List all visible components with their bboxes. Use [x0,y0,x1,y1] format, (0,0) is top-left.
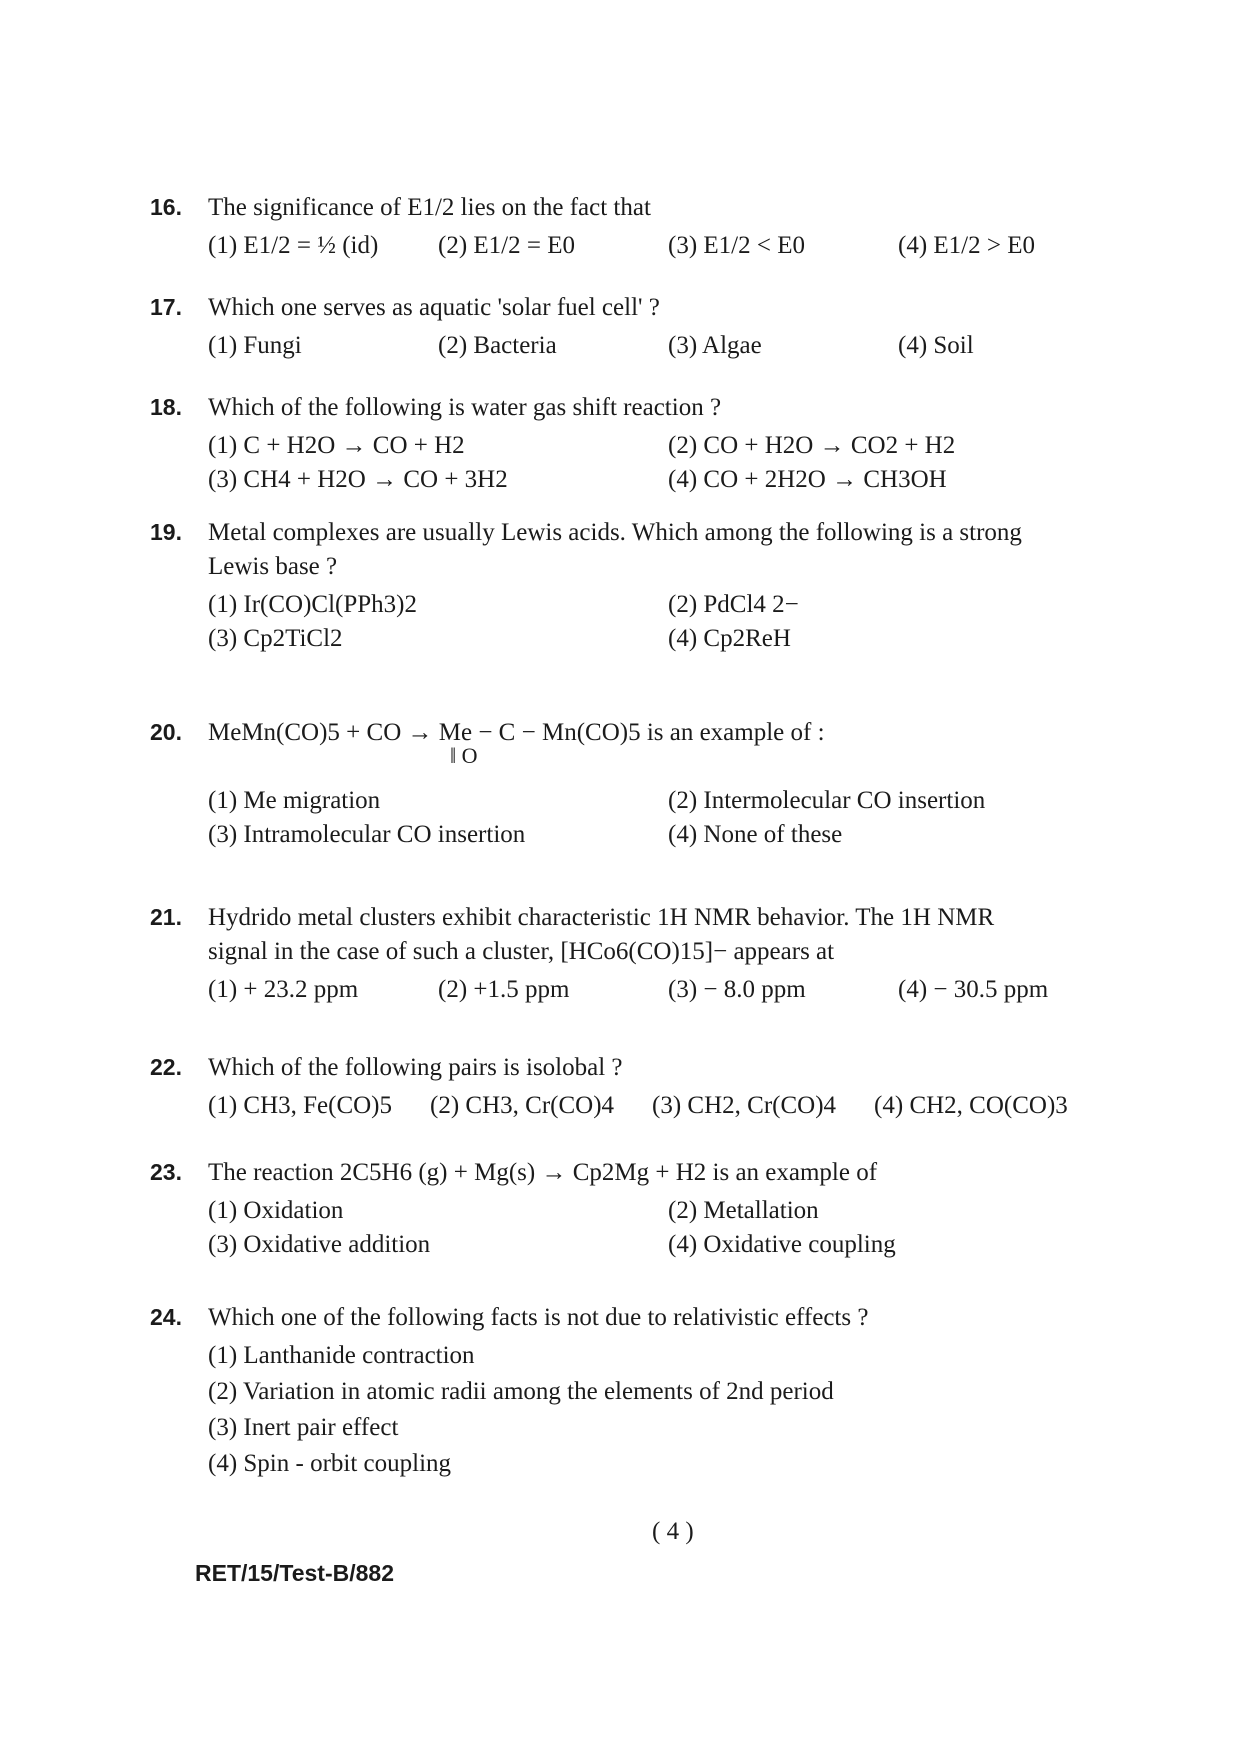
question-number: 23. [150,1159,182,1185]
question-number: 16. [150,194,182,220]
option-4: (4) − 30.5 ppm [898,976,1049,1003]
question-text: The reaction 2C5H6 (g) + Mg(s) → Cp2Mg + H2 is an example of [208,1159,878,1186]
option-4: (4) Soil [898,332,974,359]
page-number: ( 4 ) [652,1518,694,1545]
option-4: (4) Oxidative coupling [668,1231,896,1258]
option-1: (1) Me migration [208,787,381,814]
question-number: 19. [150,519,182,545]
option-2: (2) Bacteria [438,332,557,359]
option-4: (4) CO + 2H2O → CH3OH [668,466,947,493]
question-text: Which of the following is water gas shift reaction ? [208,394,722,421]
option-3: (3) Algae [668,332,762,359]
option-1: (1) Ir(CO)Cl(PPh3)2 [208,591,418,618]
option-4: (4) Cp2ReH [668,625,791,652]
option-2: (2) +1.5 ppm [438,976,570,1003]
option-2: (2) CO + H2O → CO2 + H2 [668,432,956,459]
question-number: 17. [150,294,182,320]
question-20 [150,715,1140,852]
question-text: Metal complexes are usually Lewis acids. Which among the following is a strong [208,519,1022,546]
option-2: (2) Metallation [668,1197,819,1224]
option-1: (1) C + H2O → CO + H2 [208,432,465,459]
question-17 [150,290,1140,363]
option-3: (3) CH4 + H2O → CO + 3H2 [208,466,508,493]
option-4: (4) E1/2 > E0 [898,232,1035,259]
question-text: Which one serves as aquatic 'solar fuel cell' ? [208,294,660,321]
question-23 [150,1155,1140,1262]
question-text: MeMn(CO)5 + CO → Me − C − Mn(CO)5 is an example of : [208,719,825,746]
option-4: (4) CH2, CO(CO)3 [874,1092,1068,1119]
question-text-continued: Lewis base ? [208,553,338,580]
option-1: (1) E1/2 = ½ (id) [208,232,379,259]
option-2: (2) Variation in atomic radii among the elements of 2nd period [208,1378,834,1405]
question-18 [150,390,1140,497]
option-3: (3) E1/2 < E0 [668,232,805,259]
option-3: (3) Inert pair effect [208,1414,399,1441]
question-number: 21. [150,904,182,930]
question-number: 22. [150,1054,182,1080]
question-text: Hydrido metal clusters exhibit characteristic 1H NMR behavior. The 1H NMR [208,904,995,931]
test-code: RET/15/Test-B/882 [195,1560,394,1586]
option-1: (1) Lanthanide contraction [208,1342,475,1369]
option-1: (1) Oxidation [208,1197,344,1224]
question-number: 24. [150,1304,182,1330]
option-3: (3) Cp2TiCl2 [208,625,343,652]
option-1: (1) CH3, Fe(CO)5 [208,1092,393,1119]
option-1: (1) + 23.2 ppm [208,976,359,1003]
question-16 [150,190,1140,263]
question-24 [150,1300,1140,1483]
option-2: (2) E1/2 = E0 [438,232,575,259]
option-3: (3) Oxidative addition [208,1231,431,1258]
carbonyl-oxygen: ‖ O [450,743,478,768]
option-4: (4) None of these [668,821,843,848]
question-text: The significance of E1/2 lies on the fact that [208,194,651,221]
option-1: (1) Fungi [208,332,302,359]
question-text-continued: signal in the case of such a cluster, [HCo6(CO)15]− appears at [208,938,835,965]
question-21 [150,900,1140,1007]
question-text: Which one of the following facts is not due to relativistic effects ? [208,1304,869,1331]
question-22 [150,1050,1140,1123]
question-text: Which of the following pairs is isolobal ? [208,1054,623,1081]
option-2: (2) PdCl4 2− [668,591,799,618]
option-2: (2) CH3, Cr(CO)4 [430,1092,615,1119]
option-3: (3) − 8.0 ppm [668,976,806,1003]
question-number: 20. [150,719,182,745]
option-4: (4) Spin - orbit coupling [208,1450,452,1477]
question-number: 18. [150,394,182,420]
question-19 [150,515,1140,656]
option-3: (3) Intramolecular CO insertion [208,821,526,848]
option-3: (3) CH2, Cr(CO)4 [652,1092,837,1119]
option-2: (2) Intermolecular CO insertion [668,787,986,814]
